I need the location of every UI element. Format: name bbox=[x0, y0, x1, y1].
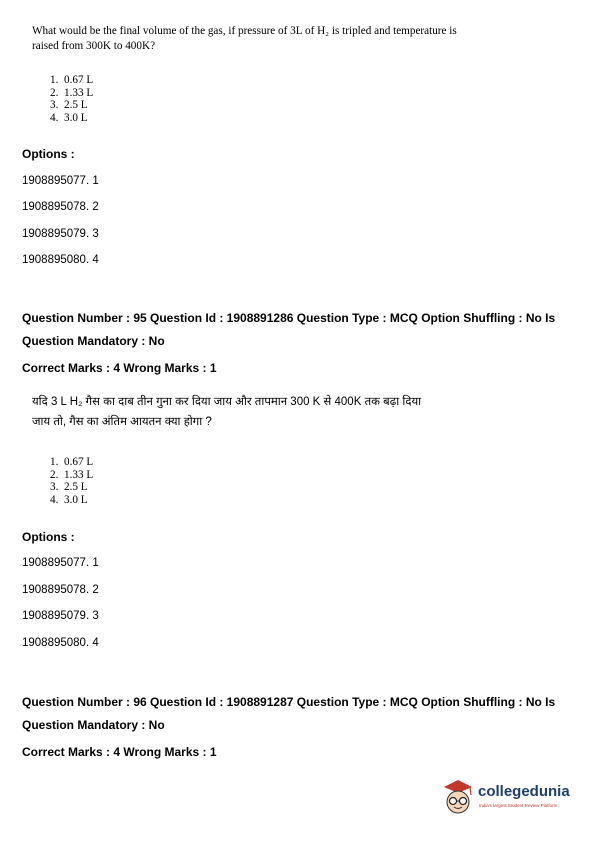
choice-list bbox=[50, 456, 93, 506]
hindi-line-2: जाय तो, गैस का अंतिम आयतन क्या होगा ? bbox=[32, 416, 212, 428]
question-text bbox=[32, 24, 457, 54]
choice-item: 3. 2.5 L bbox=[50, 481, 88, 493]
choice-item: 4. 3.0 L bbox=[50, 493, 88, 506]
option-id: 1908895079. 3 bbox=[22, 610, 99, 622]
choice-item: 2. 1.33 L bbox=[50, 86, 94, 99]
marks-line: Correct Marks : 4 Wrong Marks : 1 bbox=[22, 361, 217, 375]
option-id: 1908895079. 3 bbox=[22, 228, 99, 240]
option-id: 1908895077. 1 bbox=[22, 175, 99, 187]
option-id: 1908895077. 1 bbox=[22, 557, 99, 569]
option-id: 1908895078. 2 bbox=[22, 584, 99, 596]
question-meta-line-1: Question Number : 95 Question Id : 1908891286 Question Type : MCQ Option Shuffling : No Is bbox=[22, 311, 556, 325]
option-id: 1908895078. 2 bbox=[22, 201, 99, 213]
choice-item: 4. 3.0 L bbox=[50, 111, 88, 124]
question-line-2: raised from 300K to 400K? bbox=[32, 40, 156, 52]
options-label: Options : bbox=[22, 530, 75, 544]
hindi-line-1: यदि 3 L H₂ गैस का दाब तीन गुना कर दिया जाय और तापमान 300 K से 400K तक बढ़ा दिया bbox=[32, 396, 422, 408]
logo-wordmark: collegedunia bbox=[478, 783, 570, 800]
mascot-icon bbox=[440, 775, 476, 819]
question-line-1: What would be the final volume of the gas, if pressure of 3L of H₂ is tripled and temperature is bbox=[32, 25, 457, 37]
hindi-question-text bbox=[32, 392, 421, 432]
option-id: 1908895080. 4 bbox=[22, 637, 99, 649]
question-meta-line-2: Question Mandatory : No bbox=[22, 334, 165, 348]
collegedunia-logo bbox=[440, 775, 590, 823]
choice-list bbox=[50, 74, 93, 124]
choice-item: 1. 0.67 L bbox=[50, 74, 94, 86]
options-label: Options : bbox=[22, 147, 75, 161]
choice-item: 1. 0.67 L bbox=[50, 456, 94, 468]
logo-tagline: India's largest Student Review Platform bbox=[479, 803, 558, 808]
question-meta-line-1: Question Number : 96 Question Id : 1908891287 Question Type : MCQ Option Shuffling : No Is bbox=[22, 695, 556, 709]
choice-item: 2. 1.33 L bbox=[50, 468, 94, 481]
question-meta-line-2: Question Mandatory : No bbox=[22, 718, 165, 732]
choice-item: 3. 2.5 L bbox=[50, 99, 88, 111]
marks-line: Correct Marks : 4 Wrong Marks : 1 bbox=[22, 745, 217, 759]
option-id: 1908895080. 4 bbox=[22, 254, 99, 266]
